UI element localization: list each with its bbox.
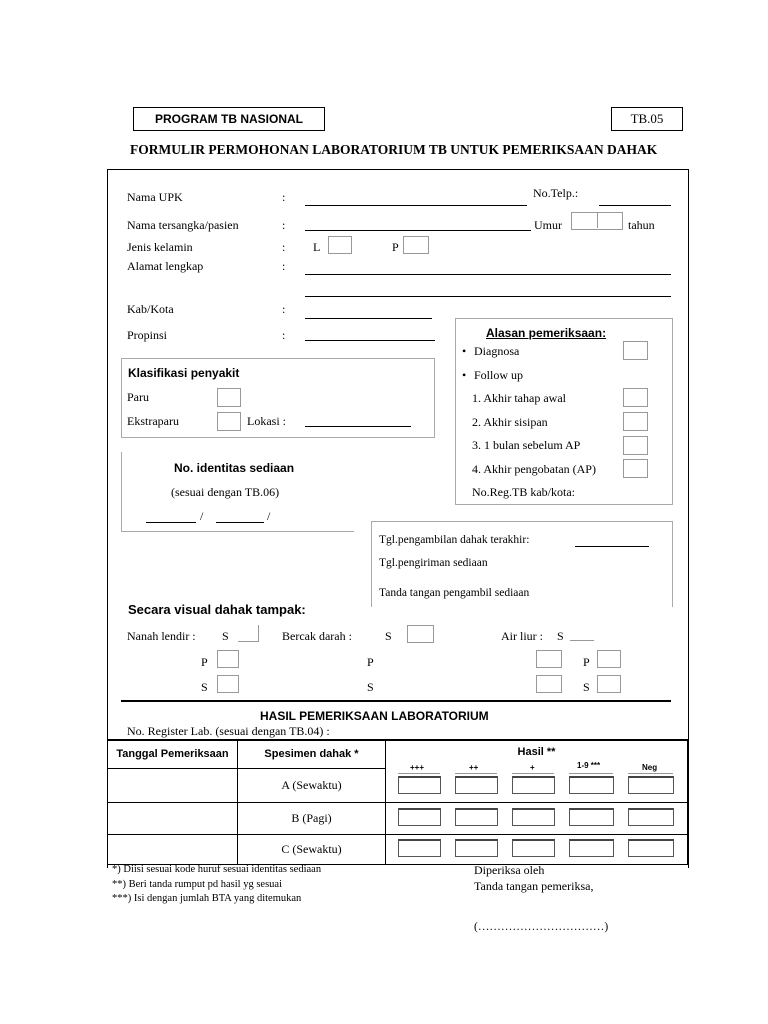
field-identitas-2[interactable] [216, 522, 264, 523]
label-s: S [557, 629, 564, 643]
label-p: P [392, 240, 399, 254]
result-box[interactable] [398, 776, 441, 794]
label-nama-upk: Nama UPK [127, 190, 183, 204]
label-l: L [313, 240, 321, 254]
label-ttd-pengambil: Tanda tangan pengambil sediaan [379, 587, 530, 599]
result-box[interactable] [569, 808, 614, 826]
label-bercak-darah: Bercak darah : [282, 629, 352, 643]
colon: : [282, 240, 286, 254]
label-nama-pasien: Nama tersangka/pasien [127, 218, 239, 232]
field-alamat-1[interactable] [305, 274, 671, 275]
label-kab-kota: Kab/Kota [127, 302, 174, 316]
label-no-register-lab: No. Register Lab. (sesuai dengan TB.04) : [127, 724, 330, 738]
field-nama-upk[interactable] [305, 205, 527, 206]
label-tahun: tahun [628, 218, 655, 232]
checkbox-ekstraparu[interactable] [217, 412, 241, 431]
label-ttd-pemeriksa: Tanda tangan pemeriksa, [474, 879, 594, 893]
alasan-title: Alasan pemeriksaan: [486, 326, 607, 340]
checkbox-sebelum-ap[interactable] [623, 436, 648, 455]
label-alamat: Alamat lengkap [127, 259, 204, 273]
result-box[interactable] [455, 776, 498, 794]
grade-label: +++ [410, 763, 425, 772]
cell-spesimen-b: B (Pagi) [238, 802, 386, 834]
label-paru: Paru [127, 390, 149, 404]
label-diperiksa-oleh: Diperiksa oleh [474, 863, 545, 877]
checkbox-nanah-p[interactable] [217, 650, 239, 668]
program-box: PROGRAM TB NASIONAL [133, 107, 325, 131]
label-no-telp: No.Telp.: [533, 186, 579, 200]
label-s: S [385, 629, 392, 643]
klasifikasi-title: Klasifikasi penyakit [128, 366, 240, 380]
label-s: S [583, 680, 590, 694]
field-no-telp[interactable] [599, 205, 671, 206]
bullet: • [462, 344, 467, 358]
checkbox-l[interactable] [328, 236, 352, 254]
result-box[interactable] [569, 776, 614, 794]
label-s: S [367, 680, 374, 694]
checkbox-akhir-tahap-awal[interactable] [623, 388, 648, 407]
checkbox-p[interactable] [403, 236, 429, 254]
checkbox-diagnosa[interactable] [623, 341, 648, 360]
form-code-box: TB.05 [611, 107, 683, 131]
signature-line[interactable]: (……………………………) [474, 921, 609, 933]
checkbox-air-liur-s[interactable] [597, 675, 621, 693]
label-akhir-tahap-awal: 1. Akhir tahap awal [472, 391, 566, 405]
colon: : [282, 302, 286, 316]
label-jenis-kelamin: Jenis kelamin [127, 240, 193, 254]
field-air-liur-s[interactable] [570, 640, 594, 641]
colon: : [282, 218, 286, 232]
field-alamat-2[interactable] [305, 296, 671, 297]
hasil-title: HASIL PEMERIKSAAN LABORATORIUM [260, 709, 489, 723]
field-nama-pasien[interactable] [305, 230, 531, 231]
checkbox-paru[interactable] [217, 388, 241, 407]
form-title: FORMULIR PERMOHONAN LABORATORIUM TB UNTUK PEMERIKSAAN DAHAK [130, 142, 658, 157]
label-akhir-sisipan: 2. Akhir sisipan [472, 415, 548, 429]
field-lokasi[interactable] [305, 426, 411, 427]
footnote: ***) Isi dengan jumlah BTA yang ditemukan [112, 893, 302, 904]
field-tgl-pengambilan[interactable] [575, 546, 649, 547]
label-air-liur: Air liur : [501, 629, 543, 643]
section-divider [121, 700, 671, 702]
result-box[interactable] [628, 839, 674, 857]
label-p: P [367, 655, 374, 669]
grade-underline [512, 773, 554, 774]
grade-underline [398, 773, 440, 774]
label-tgl-pengiriman: Tgl.pengiriman sediaan [379, 557, 488, 569]
grade-underline [455, 773, 497, 774]
label-noreg-tb: No.Reg.TB kab/kota: [472, 485, 575, 499]
identitas-subtitle: (sesuai dengan TB.06) [171, 485, 280, 499]
identitas-title: No. identitas sediaan [174, 461, 295, 475]
label-follow-up: Follow up [474, 368, 524, 382]
colon: : [282, 259, 286, 273]
bullet: • [462, 368, 467, 382]
result-box[interactable] [512, 808, 555, 826]
grade-underline [628, 773, 673, 774]
colon: : [282, 328, 286, 342]
result-box[interactable] [455, 839, 498, 857]
cell-spesimen-c: C (Sewaktu) [238, 834, 386, 864]
grade-label: + [530, 763, 535, 772]
cell-spesimen-a: A (Sewaktu) [238, 768, 386, 802]
label-diagnosa: Diagnosa [474, 344, 520, 358]
label-s: S [201, 680, 208, 694]
slash: / [267, 509, 271, 523]
footnote: *) Diisi sesuai kode huruf sesuai identitas sediaan [112, 864, 322, 875]
label-p: P [583, 655, 590, 669]
label-umur: Umur [534, 218, 562, 232]
field-propinsi[interactable] [305, 340, 435, 341]
col-header-spesimen: Spesimen dahak * [238, 740, 386, 768]
result-box[interactable] [628, 808, 674, 826]
checkbox-bercak-s[interactable] [407, 625, 434, 643]
cell-tanggal-a[interactable] [108, 768, 238, 802]
grade-label: 1-9 *** [577, 761, 601, 770]
label-ekstraparu: Ekstraparu [127, 414, 179, 428]
field-kab-kota[interactable] [305, 318, 432, 319]
cell-tanggal-b[interactable] [108, 802, 238, 834]
col-header-tanggal: Tanggal Pemeriksaan [108, 740, 238, 768]
label-p: P [201, 655, 208, 669]
label-s: S [222, 629, 229, 643]
checkbox-akhir-sisipan[interactable] [623, 412, 648, 431]
result-box[interactable] [512, 839, 555, 857]
label-propinsi: Propinsi [127, 328, 168, 342]
label-sebelum-ap: 3. 1 bulan sebelum AP [472, 438, 581, 452]
result-box[interactable] [398, 808, 441, 826]
result-box[interactable] [569, 839, 614, 857]
colon: : [282, 190, 286, 204]
slash: / [200, 509, 204, 523]
grade-label: ++ [469, 763, 479, 772]
label-akhir-pengobatan: 4. Akhir pengobatan (AP) [472, 462, 596, 476]
result-box[interactable] [455, 808, 498, 826]
checkbox-bercak-p[interactable] [536, 650, 562, 668]
visual-title: Secara visual dahak tampak: [128, 602, 306, 617]
result-box[interactable] [628, 776, 674, 794]
col-header-hasil: Hasil ** [386, 740, 688, 768]
label-tgl-pengambilan: Tgl.pengambilan dahak terakhir: [379, 534, 530, 546]
grade-label: Neg [642, 763, 658, 772]
result-box[interactable] [398, 839, 441, 857]
grade-underline [569, 773, 613, 774]
checkbox-akhir-pengobatan[interactable] [623, 459, 648, 478]
checkbox-nanah-s2[interactable] [217, 675, 239, 693]
result-box[interactable] [512, 776, 555, 794]
cell-tanggal-c[interactable] [108, 834, 238, 864]
divider [597, 212, 598, 228]
checkbox-bercak-s2[interactable] [536, 675, 562, 693]
field-identitas-1[interactable] [146, 522, 196, 523]
checkbox-air-liur-p[interactable] [597, 650, 621, 668]
label-nanah-lendir: Nanah lendir : [127, 629, 196, 643]
footnote: **) Beri tanda rumput pd hasil yg sesuai [112, 879, 283, 890]
label-lokasi: Lokasi : [247, 414, 286, 428]
checkbox-nanah-s[interactable] [238, 625, 259, 642]
